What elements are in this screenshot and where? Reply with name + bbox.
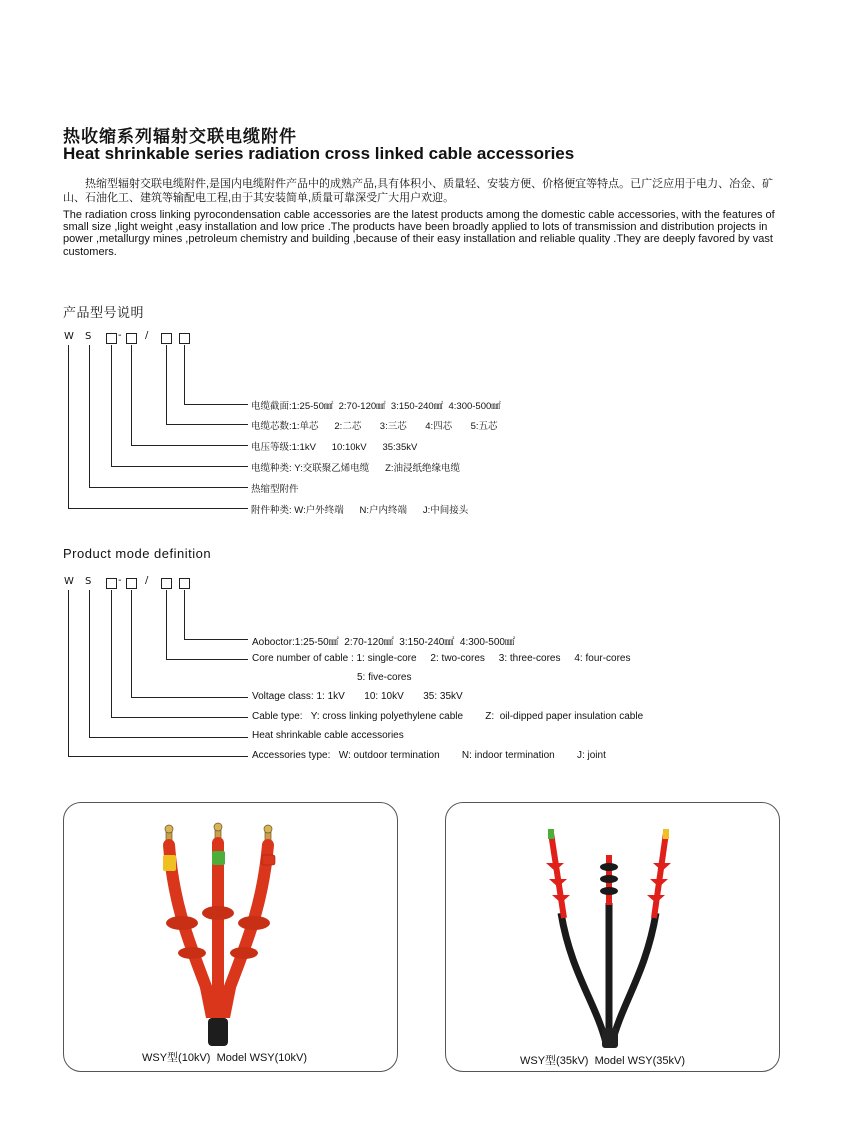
- page-title-en: Heat shrinkable series radiation cross linked cable accessories: [63, 144, 575, 163]
- page-title-cn: 热收缩系列辐射交联电缆附件: [63, 127, 297, 146]
- leader-h-5: [89, 737, 248, 738]
- leader-h-4: [111, 466, 248, 467]
- cn-label-cross-section: 电缆截面:1:25-50㎟ 2:70-120㎟ 3:150-240㎟ 4:300-500㎟: [251, 401, 501, 412]
- cn-label-voltage: 电压等级:1:1kV 10:10kV 35:35kV: [251, 442, 418, 453]
- product-caption-10kv: WSY型(10kV) Model WSY(10kV): [142, 1052, 308, 1064]
- leader-h-1: [184, 639, 248, 640]
- code-box-2: [126, 333, 137, 344]
- leader-line-box1: [111, 345, 112, 466]
- cn-label-cable-type: 电缆种类: Y:交联聚乙烯电缆 Z:油浸纸绝缘电缆: [251, 463, 461, 474]
- cn-label-heat-shrink: 热缩型附件: [251, 484, 299, 495]
- intro-paragraph-en: The radiation cross linking pyrocondensation cable accessories are the latest products among the domestic cable accessories, with the features of small size ,light weight ,easy installation and low price .The products have been broadly applied to lots of transmission and distribution projects in power ,metallurgy mines ,petroleum chemistry and building ,because of their easy installation and reliable quality .They are deeply favored by vast customers.: [63, 209, 775, 258]
- en-label-heat-shrink: Heat shrinkable cable accessories: [252, 730, 404, 741]
- section-title-cn: 产品型号说明: [63, 305, 145, 320]
- leader-line-box2: [131, 590, 132, 697]
- leader-line-box2: [131, 345, 132, 445]
- code-box-1: [106, 578, 117, 589]
- leader-h-5: [89, 487, 248, 488]
- leader-h-3: [131, 445, 248, 446]
- leader-line-w: [68, 345, 69, 508]
- code-box-3: [161, 333, 172, 344]
- en-label-core-number: Core number of cable : 1: single-core 2: two-cores 3: three-cores 4: four-cores: [252, 653, 631, 664]
- cable-termination-35kv-image: [446, 803, 779, 1071]
- code-slash: /: [145, 575, 149, 586]
- code-letter-w: W: [64, 576, 74, 587]
- leader-h-6: [68, 508, 248, 509]
- intro-paragraph-cn: 热缩型辐射交联电缆附件,是国内电缆附件产品中的成熟产品,具有体积小、质量轻、安装方便、价格便宜等特点。已广泛应用于电力、冶金、矿山、石油化工、建筑等输配电工程,由于其安装简单,质量可靠深受广大用户欢迎。: [63, 178, 774, 204]
- cn-label-accessory-type: 附件种类: W:户外终端 N:户内终端 J:中间接头: [251, 505, 469, 516]
- en-label-cable-type: Cable type: Y: cross linking polyethylene cable Z: oil-dipped paper insulation cable: [252, 711, 644, 722]
- product-caption-35kv: WSY型(35kV) Model WSY(35kV): [520, 1055, 686, 1067]
- code-box-4: [179, 578, 190, 589]
- leader-h-2: [166, 659, 248, 660]
- code-dash: -: [118, 575, 122, 586]
- leader-h-2: [166, 424, 248, 425]
- leader-line-box3: [166, 590, 167, 659]
- leader-line-box4: [184, 590, 185, 639]
- en-label-five-cores: 5: five-cores: [357, 672, 412, 683]
- code-letter-s: S: [85, 331, 92, 342]
- leader-h-4: [111, 717, 248, 718]
- leader-h-1: [184, 404, 248, 405]
- leader-line-w: [68, 590, 69, 756]
- code-box-2: [126, 578, 137, 589]
- code-letter-w: W: [64, 331, 74, 342]
- leader-h-6: [68, 756, 248, 757]
- cn-label-core-number: 电缆芯数:1:单芯 2:二芯 3:三芯 4:四芯 5:五芯: [251, 421, 498, 432]
- leader-line-s: [89, 345, 90, 487]
- code-slash: /: [145, 330, 149, 341]
- leader-line-s: [89, 590, 90, 737]
- code-letter-s: S: [85, 576, 92, 587]
- code-box-4: [179, 333, 190, 344]
- leader-line-box4: [184, 345, 185, 404]
- product-card-10kv: [63, 802, 398, 1072]
- leader-line-box1: [111, 590, 112, 717]
- code-dash: -: [118, 330, 122, 341]
- en-label-cross-section: Aoboctor:1:25-50㎟ 2:70-120㎟ 3:150-240㎟ 4:300-500㎟: [252, 637, 515, 648]
- cable-termination-10kv-image: [64, 803, 397, 1071]
- section-title-en: Product mode definition: [63, 546, 212, 561]
- code-box-3: [161, 578, 172, 589]
- leader-h-3: [131, 697, 248, 698]
- leader-line-box3: [166, 345, 167, 424]
- product-card-35kv: [445, 802, 780, 1072]
- en-label-voltage: Voltage class: 1: 1kV 10: 10kV 35: 35kV: [252, 691, 463, 702]
- code-box-1: [106, 333, 117, 344]
- en-label-accessory-type: Accessories type: W: outdoor termination N: indoor termination J: joint: [252, 750, 606, 761]
